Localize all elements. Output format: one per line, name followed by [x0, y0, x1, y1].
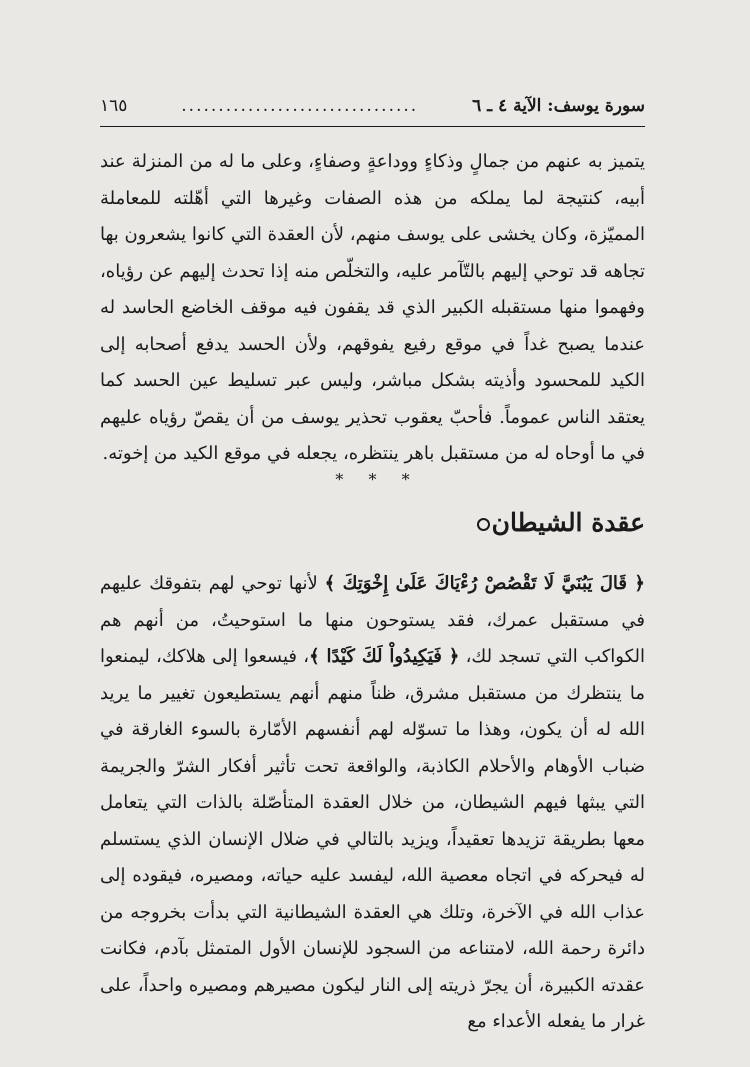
page-number: ١٦٥	[100, 96, 128, 116]
section-separator: * * *	[335, 470, 410, 489]
text-part-2: ، فيسعوا إلى هلاكك، ليمنعوا ما ينتظرك من مستقبل مشرق، ظناً منهم أنهم يستطيعون تغيير ما يريد الله له أن يكون، وهذا ما تسوّله لهم أنفسهم الأمّارة بالسوء الغارقة في ضباب الأوهام والأحلام الكاذبة، والواقعة تحت تأثير أفكار الشرّ والجريمة التي يبثها فيهم الشيطان، من خلال العقدة المتأصّلة بالذات التي يتعامل معها بطريقة تزيدها تعقيداً، ويزيد بالتالي في ضلال الإنسان الذي يستسلم له فيحركه في اتجاه معصية الله، ليفسد عليه حياته، ومصيره، فيقوده إلى عذاب الله في الآخرة، وتلك هي العقدة الشيطانية التي بدأت بخروجه من دائرة رحمة الله، لامتناعه من السجود للإنسان الأول المتمثل بآدم، فكانت عقدته الكبيرة، أن يجرّ ذريته إلى النار ليكون مصيرهم ومصيره واحداً، على غرار ما يفعله الأعداء مع	[100, 646, 645, 1032]
section-heading	[100, 508, 645, 537]
heading-circle-icon	[477, 518, 490, 531]
text-part-1: لأنها توحي لهم بتفوقك عليهم في مستقبل عمرك، فقد يستوحون منها ما استوحيتُ، من أنهم هم الكواكب التي تسجد لك،	[100, 573, 645, 667]
running-header	[100, 96, 645, 116]
quran-verse-2: ﴿ فَيَكِيدُواْ لَكَ كَيْدًا ﴾	[309, 646, 460, 667]
paragraph-bottom	[100, 566, 645, 1041]
paragraph-top: يتميز به عنهم من جمالٍ وذكاءٍ ووداعةٍ وصفاءٍ، وعلى ما له من المنزلة عند أبيه، كنتيجة لما يملكه من هذه الصفات وغيرها التي أهّلته للمعاملة المميّزة، وكان يخشى على يوسف منهم، لأن العقدة التي كانوا يشعرون بها تجاهه قد توحي إليهم بالتّآمر عليه، والتخلّص منه إذا تحدث إليهم عن رؤياه، وفهموا منها مستقبله الكبير الذي قد يقفون فيه موقف الخاضع الحاسد له عندما يصبح غداً في موقع رفيع يفوقهم، ولأن الحسد يدفع أصحابه إلى الكيد للمحسود وأذيته بشكل مباشر، وليس عبر تسليط عين الحسد كما يعتقد الناس عموماً. فأحبّ يعقوب تحذير يوسف من أن يقصّ رؤياه عليهم في ما أوحاه له من مستقبل باهر ينتظره، يجعله في موقع الكيد من إخوته.	[100, 151, 645, 464]
header-rule	[100, 126, 645, 127]
leader-dots: ................................	[181, 96, 419, 116]
section-heading-text: عقدة الشيطان	[491, 508, 645, 537]
chapter-title: سورة يوسف: الآية ٤ ـ ٦	[472, 96, 645, 116]
quran-verse-1: ﴿ قَالَ يَبُنَيَّ لَا تَقْصُصْ رُءْيَاكَ عَلَىٰ إِخْوَتِكَ ﴾	[324, 573, 645, 594]
